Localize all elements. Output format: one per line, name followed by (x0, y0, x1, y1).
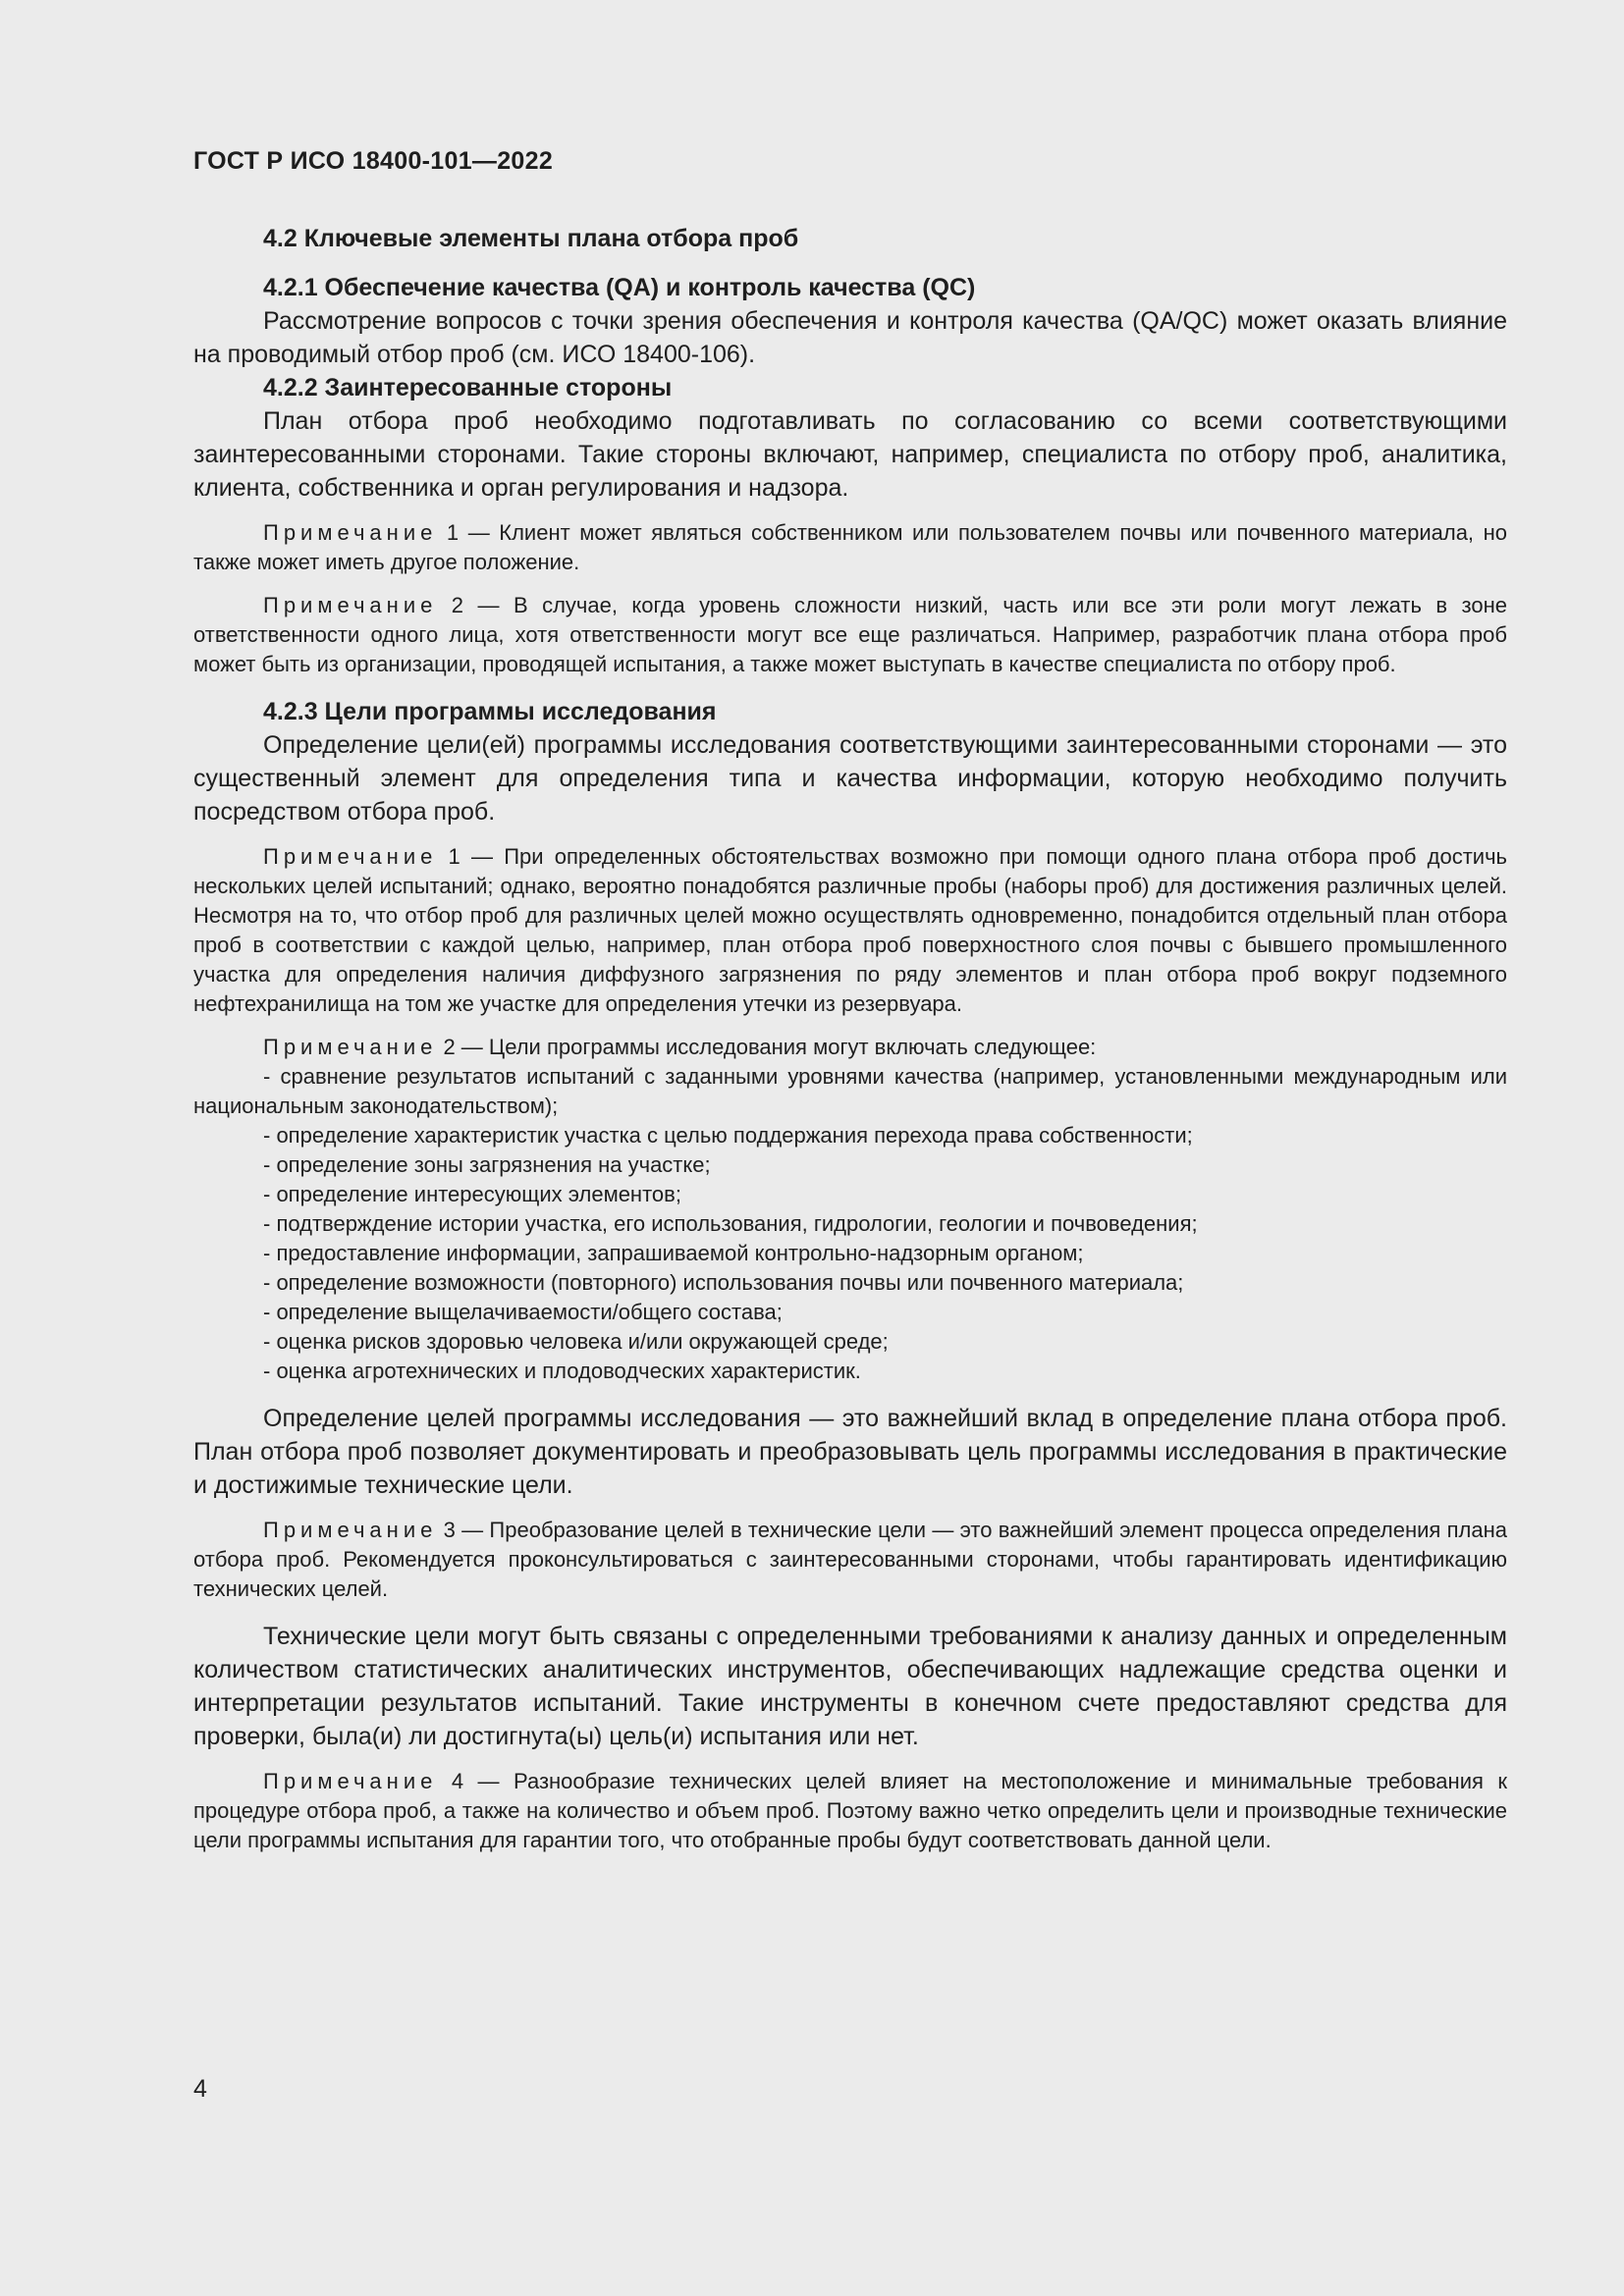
page-number: 4 (193, 2075, 207, 2103)
note-number: 1 — (437, 520, 500, 545)
note-number: 2 — (437, 593, 514, 617)
note-4-2-2-1 (193, 518, 1507, 577)
note-4-2-3-3 (193, 1516, 1507, 1604)
heading-4-2-2: 4.2.2 Заинтересованные стороны (263, 374, 673, 401)
note-label: Примечание (263, 1035, 438, 1059)
note-label: Примечание (263, 593, 438, 617)
list-item: - оценка агротехнических и плодоводческих характеристик. (263, 1359, 861, 1383)
note-text: Преобразование целей в технические цели — это важнейший элемент процесса определения плана отбора проб. Рекомендуется проконсультироваться с заинтересованными сторонами, чтобы гарантировать идентификацию технических целей. (193, 1518, 1507, 1601)
list-item: - подтверждение истории участка, его использования, гидрологии, геологии и почвоведения; (263, 1211, 1198, 1236)
paragraph-4-2-3-2: Определение целей программы исследования — это важнейший вклад в определение плана отбора проб. План отбора проб позволяет документировать и преобразовывать цель программы исследования в практические и достижимые технические цели. (193, 1405, 1507, 1499)
list-item: - определение зоны загрязнения на участке; (263, 1152, 711, 1177)
note-text: Клиент может являться собственником или пользователем почвы или почвенного материала, но также может иметь другое положение. (193, 520, 1507, 574)
list-item: - определение возможности (повторного) использования почвы или почвенного материала; (263, 1270, 1184, 1295)
paragraph-4-2-3-1: Определение цели(ей) программы исследования соответствующими заинтересованными сторонами — это существенный элемент для определения типа и качества информации, которую необходимо получить посредством отбора проб. (193, 731, 1507, 826)
paragraph-4-2-3-3: Технические цели могут быть связаны с определенными требованиями к анализу данных и определенным количеством статистических аналитических инструментов, обеспечивающих надлежащие средства оценки и интерпретации результатов испытаний. Такие инструменты в конечном счете предоставляют средства для проверки, была(и) ли достигнута(ы) цель(и) испытания или нет. (193, 1623, 1507, 1750)
note-text: При определенных обстоятельствах возможно при помощи одного плана отбора проб достичь нескольких целей испытаний; однако, вероятно понадобятся различные пробы (наборы проб) для достижения различных целей. Несмотря на то, что отбор проб для различных целей можно осуществлять одновременно, понадобится отдельный план отбора проб в соответствии с каждой целью, например, план отбора проб поверхностного слоя почвы с бывшего промышленного участка для определения наличия диффузного загрязнения по ряду элементов и план отбора проб вокруг подземного нефтехранилища на том же участке для определения утечки из резервуара. (193, 844, 1507, 1016)
note-number: 4 — (437, 1769, 514, 1793)
heading-4-2: 4.2 Ключевые элементы плана отбора проб (263, 225, 799, 252)
note-label: Примечание (263, 844, 438, 869)
page-content (193, 222, 1507, 1855)
list-item: - предоставление информации, запрашиваемой контрольно-надзорным органом; (263, 1241, 1084, 1265)
note-4-2-2-2 (193, 591, 1507, 679)
note-4-2-3-4 (193, 1767, 1507, 1855)
paragraph-4-2-1: Рассмотрение вопросов с точки зрения обеспечения и контроля качества (QA/QC) может оказать влияние на проводимый отбор проб (см. ИСО 18400-106). (193, 307, 1507, 368)
list-item: - оценка рисков здоровью человека и/или окружающей среде; (263, 1329, 889, 1354)
note-4-2-3-2 (193, 1033, 1507, 1062)
heading-4-2-3: 4.2.3 Цели программы исследования (263, 698, 717, 725)
note-number: 2 — (437, 1035, 489, 1059)
list-item: - определение интересующих элементов; (263, 1182, 681, 1206)
note-text: Цели программы исследования могут включать следующее: (488, 1035, 1097, 1059)
list-item: - сравнение результатов испытаний с заданными уровнями качества (например, установленными международным или национальным законодательством); (193, 1064, 1507, 1118)
note-text: Разнообразие технических целей влияет на местоположение и минимальные требования к процедуре отбора проб, а также на количество и объем проб. Поэтому важно четко определить цели и производные технические цели программы испытания для гарантии того, что отобранные пробы будут соответствовать данной цели. (193, 1769, 1507, 1852)
note-number: 1 — (437, 844, 505, 869)
note-label: Примечание (263, 520, 438, 545)
note-label: Примечание (263, 1518, 438, 1542)
heading-4-2-1: 4.2.1 Обеспечение качества (QA) и контроль качества (QC) (263, 274, 976, 301)
note-text: В случае, когда уровень сложности низкий, часть или все эти роли могут лежать в зоне ответственности одного лица, хотя ответственности могут все еще различаться. Например, разработчик плана отбора проб может быть из организации, проводящей испытания, а также может выступать в качестве специалиста по отбору проб. (193, 593, 1507, 676)
paragraph-4-2-2: План отбора проб необходимо подготавливать по согласованию со всеми соответствующими заинтересованными сторонами. Такие стороны включают, например, специалиста по отбору проб, аналитика, клиента, собственника и орган регулирования и надзора. (193, 407, 1507, 502)
page-header-doc-id: ГОСТ Р ИСО 18400-101—2022 (193, 147, 554, 175)
note-4-2-3-1 (193, 842, 1507, 1019)
note-number: 3 — (437, 1518, 490, 1542)
list-item: - определение характеристик участка с целью поддержания перехода права собственности; (263, 1123, 1193, 1148)
note-label: Примечание (263, 1769, 438, 1793)
list-item: - определение выщелачиваемости/общего состава; (263, 1300, 783, 1324)
